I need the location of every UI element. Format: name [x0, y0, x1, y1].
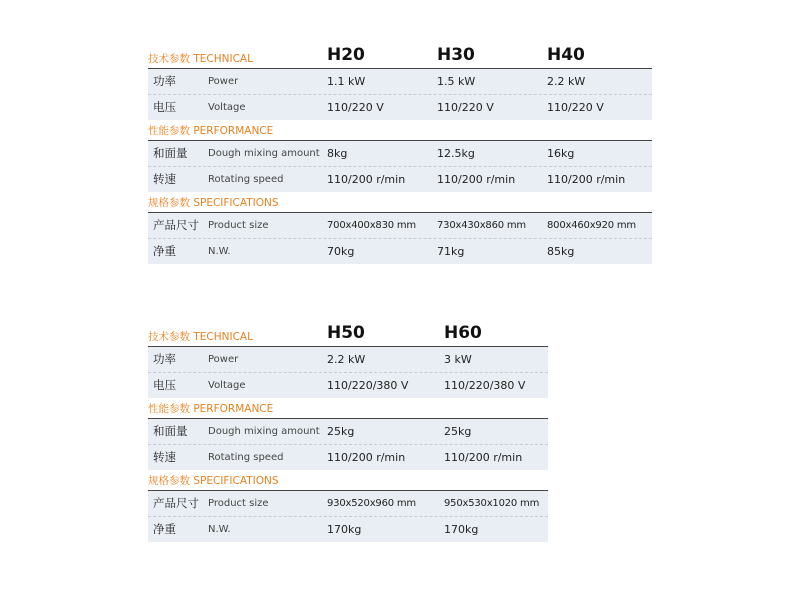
- size-value-h40: 800x460x920 mm: [547, 220, 636, 231]
- power-value-h60: 3 kW: [444, 353, 472, 366]
- dough-label-cn: 和面量: [153, 424, 188, 438]
- power-label-cn: 功率: [153, 352, 176, 366]
- voltage-label-en: Voltage: [208, 102, 246, 113]
- dough-value-h50: 25kg: [327, 425, 355, 438]
- speed-row: [148, 167, 652, 192]
- weight-label-cn: 净重: [153, 244, 176, 258]
- speed-value-h30: 110/200 r/min: [437, 173, 516, 186]
- technical-header: [148, 320, 548, 347]
- dough-row: [148, 141, 652, 167]
- size-value-h20: 700x400x830 mm: [327, 220, 416, 231]
- power-label-cn: 功率: [153, 74, 176, 88]
- voltage-value-h40: 110/220 V: [547, 101, 604, 114]
- model-h60-heading: H60: [444, 323, 482, 343]
- voltage-row: [148, 373, 548, 398]
- model-h30-heading: H30: [437, 45, 475, 65]
- power-label-en: Power: [208, 354, 239, 365]
- speed-label-en: Rotating speed: [208, 174, 284, 185]
- technical-section-title: 技术参数 TECHNICAL: [148, 53, 253, 65]
- size-label-en: Product size: [208, 220, 269, 231]
- weight-row: [148, 239, 652, 264]
- weight-value-h40: 85kg: [547, 245, 575, 258]
- speed-label-en: Rotating speed: [208, 452, 284, 463]
- weight-row: [148, 517, 548, 542]
- specifications-section-title: 规格参数 SPECIFICATIONS: [148, 197, 279, 209]
- voltage-row: [148, 95, 652, 120]
- weight-label-en: N.W.: [208, 246, 231, 257]
- speed-value-h50: 110/200 r/min: [327, 451, 406, 464]
- power-value-h40: 2.2 kW: [547, 75, 586, 88]
- weight-value-h20: 70kg: [327, 245, 355, 258]
- power-value-h20: 1.1 kW: [327, 75, 366, 88]
- performance-section-title: 性能参数 PERFORMANCE: [148, 403, 274, 415]
- size-label-en: Product size: [208, 498, 269, 509]
- dough-value-h40: 16kg: [547, 147, 575, 160]
- specifications-section-title: 规格参数 SPECIFICATIONS: [148, 475, 279, 487]
- speed-value-h20: 110/200 r/min: [327, 173, 406, 186]
- specifications-header: [148, 470, 548, 491]
- dough-value-h30: 12.5kg: [437, 147, 475, 160]
- power-value-h50: 2.2 kW: [327, 353, 366, 366]
- power-value-h30: 1.5 kW: [437, 75, 476, 88]
- size-label-cn: 产品尺寸: [153, 496, 199, 510]
- voltage-value-h50: 110/220/380 V: [327, 379, 409, 392]
- speed-value-h60: 110/200 r/min: [444, 451, 523, 464]
- speed-row: [148, 445, 548, 470]
- voltage-value-h20: 110/220 V: [327, 101, 384, 114]
- technical-section-title: 技术参数 TECHNICAL: [148, 331, 253, 343]
- size-value-h50: 930x520x960 mm: [327, 498, 416, 509]
- model-h50-heading: H50: [327, 323, 365, 343]
- weight-label-en: N.W.: [208, 524, 231, 535]
- weight-value-h50: 170kg: [327, 523, 362, 536]
- performance-header: [148, 120, 652, 141]
- weight-value-h60: 170kg: [444, 523, 479, 536]
- specifications-header: [148, 192, 652, 213]
- speed-value-h40: 110/200 r/min: [547, 173, 626, 186]
- voltage-value-h60: 110/220/380 V: [444, 379, 526, 392]
- dough-value-h20: 8kg: [327, 147, 348, 160]
- size-row: [148, 491, 548, 517]
- size-value-h30: 730x430x860 mm: [437, 220, 526, 231]
- size-label-cn: 产品尺寸: [153, 218, 199, 232]
- dough-row: [148, 419, 548, 445]
- performance-section-title: 性能参数 PERFORMANCE: [148, 125, 274, 137]
- size-row: [148, 213, 652, 239]
- model-h40-heading: H40: [547, 45, 585, 65]
- dough-label-cn: 和面量: [153, 146, 188, 160]
- speed-label-cn: 转速: [153, 172, 176, 186]
- spec-table-h20-h40: [148, 42, 652, 264]
- speed-label-cn: 转速: [153, 450, 176, 464]
- power-row: [148, 347, 548, 373]
- voltage-label-cn: 电压: [153, 100, 176, 114]
- dough-label-en: Dough mixing amount: [208, 426, 320, 437]
- dough-label-en: Dough mixing amount: [208, 148, 320, 159]
- spec-table-h50-h60: [148, 320, 548, 542]
- voltage-value-h30: 110/220 V: [437, 101, 494, 114]
- voltage-label-en: Voltage: [208, 380, 246, 391]
- power-row: [148, 69, 652, 95]
- weight-label-cn: 净重: [153, 522, 176, 536]
- technical-header: [148, 42, 652, 69]
- dough-value-h60: 25kg: [444, 425, 472, 438]
- size-value-h60: 950x530x1020 mm: [444, 498, 540, 509]
- power-label-en: Power: [208, 76, 239, 87]
- model-h20-heading: H20: [327, 45, 365, 65]
- performance-header: [148, 398, 548, 419]
- voltage-label-cn: 电压: [153, 378, 176, 392]
- weight-value-h30: 71kg: [437, 245, 465, 258]
